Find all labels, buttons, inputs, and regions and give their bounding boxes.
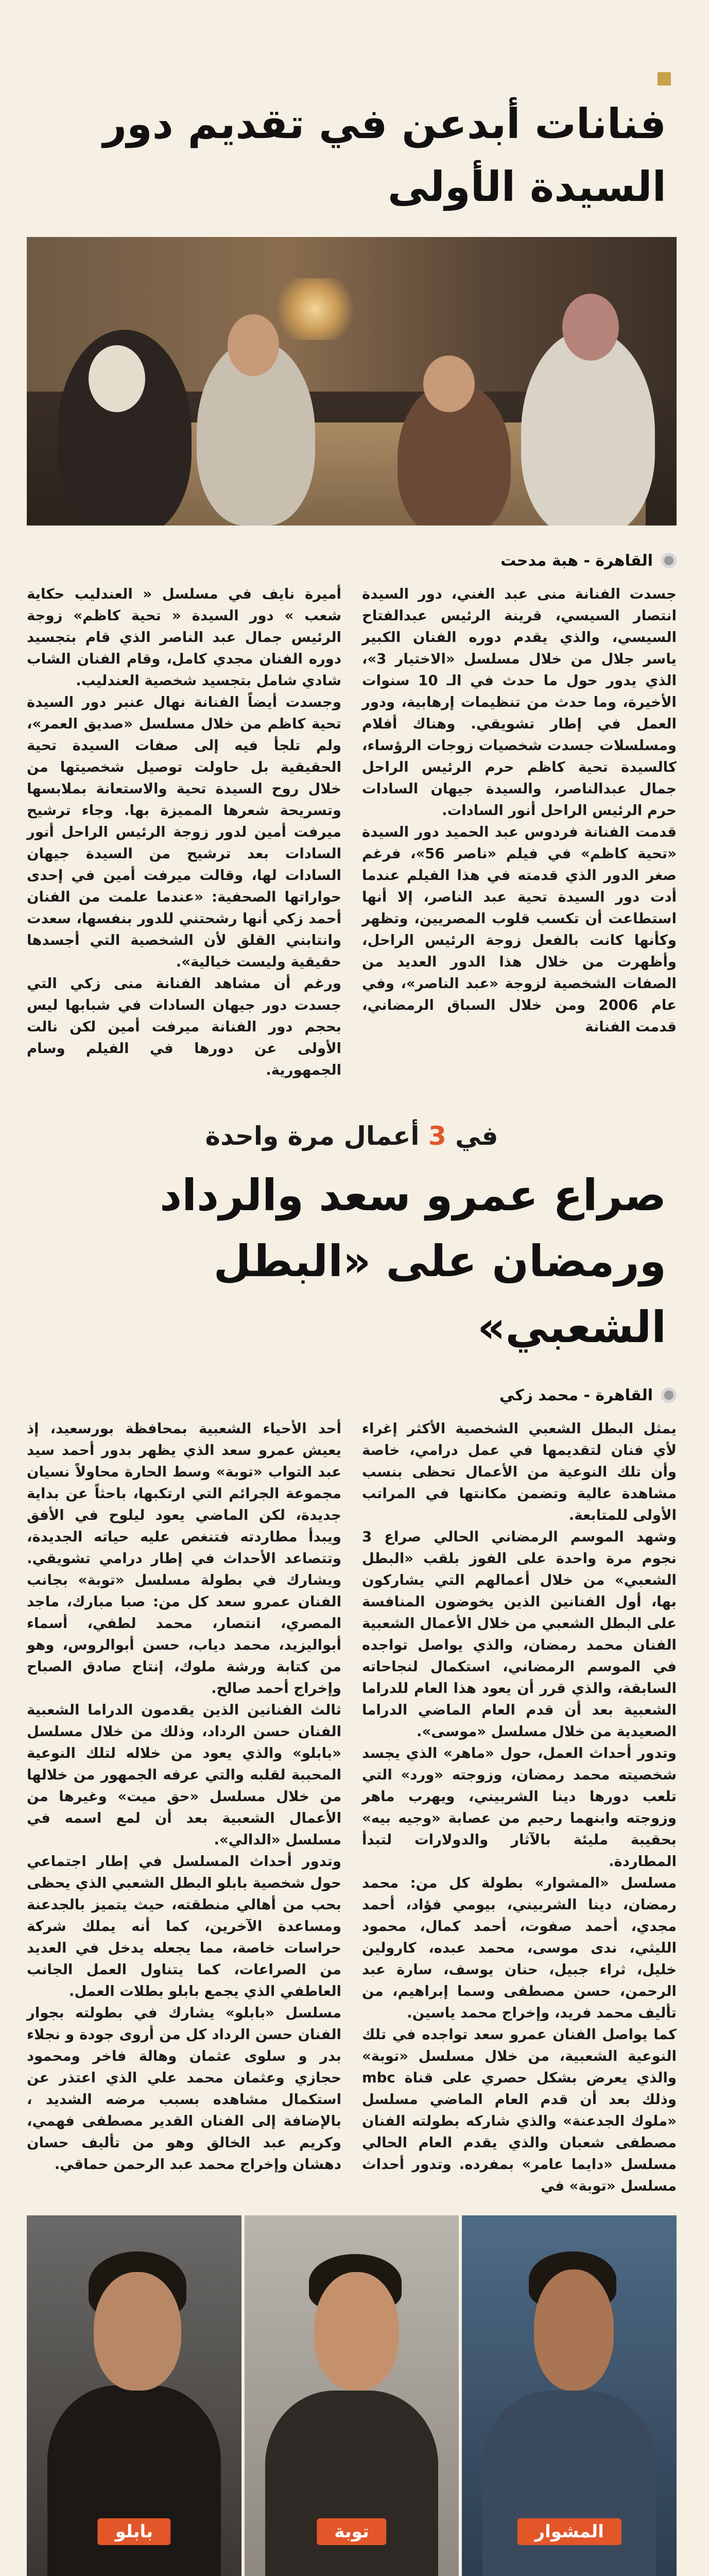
article1-photo [27, 237, 677, 526]
article1-column-right [362, 583, 677, 1081]
paragraph: مسلسل «بابلو» يشارك في بطولته بجوار الفنان حسن الرداد كل من أروى جودة و نجلاء بدر و سلوى عثمان وهالة فاخر ومحمود حجازي وعثمان محمد علي الذي اعتذر عن استكمال مشاهده بسبب مرضه الشديد ، بالإضافة إلى الفنان القدير مصطفى فهمي، وكريم عبد الخالق وهو من تأليف حسان دهشان وإخراج محمد عبد الرحمن حماقي. [27, 2005, 341, 2173]
article1-column-left [27, 583, 341, 1081]
paragraph: ثالث الفنانين الذين يقدمون الدراما الشعبية الفنان حسن الرداد، وذلك من خلال مسلسل «بابلو» والذي يعود من خلاله لتلك النوعية المحببة لقلبه والتي عرفه الجمهور من خلالها من خلال مسلسل «حق ميت» وغيرها من الأعمال الشعبية بعد أن لمع اسمه في مسلسل «الدالي». [27, 1702, 341, 1848]
paragraph: وشهد الموسم الرمضاني الحالي صراع 3 نجوم مرة واحدة على الفوز بلقب «البطل الشعبي» من خلال أعمالهم التي يشاركون بها، أول الفنانين الذين يخوضون المنافسة على البطل الشعبي من خلال الأعمال الشعبية الفنان محمد رمضان، والذي يواصل تواجده في الموسم الرمضاني، استكمال لنجاحاته السابقة، والذي قرر أن يعود هذا العام للدراما الشعبية بعد أن قدم العام الماضي الدراما الصعيدية من خلال مسلسل «موسى». [362, 1529, 677, 1740]
article2-column-left [27, 1418, 341, 2197]
byline-dot-icon [661, 1387, 677, 1403]
byline-text: القاهرة - محمد زكي [499, 1386, 653, 1404]
article2-byline [27, 1382, 677, 1409]
paragraph: يمثل البطل الشعبي الشخصية الأكثر إغراء لأي فنان لتقديمها في عمل درامي، خاصة وأن تلك النوعية من الأعمال تحظى بنسب مشاهدة عالية وتضمن مكانتها في المراتب الأولى للمتابعة. [362, 1420, 677, 1523]
article1-headline: فنانات أبدعن في تقديم دور السيدة الأولى [102, 100, 666, 211]
paragraph: وجسدت أيضاً الفنانة نهال عنبر دور السيدة تحية كاظم من خلال مسلسل «صديق العمر»، ولم تلجأ فيه إلى صفات السيدة تحية الحقيقية بل حاولت توصيل شخصيتها من خلال روح السيدة تحية والاستعانة بملابسها وتسريحة شعرها المميزة بها. وجاء ترشيح ميرفت أمين لدور زوجة الرئيس الراحل أنور السادات بعد ترشيح من السيدة جيهان السادات لها، وقالت ميرفت أمين في إحدى حواراتها الصحفية: «عندما علمت من الفنان أحمد زكي أنها رشحتني للدور بنفسها، سعدت وانتابني القلق لأن الشخصية التي أجسدها حقيقية وليست خيالية». [27, 694, 341, 970]
article2-photo-strip [27, 2215, 677, 2576]
kicker-number: 3 [428, 1121, 446, 1151]
kicker-prefix: في [455, 1121, 498, 1151]
photo-label-almeshwar: المشوار [517, 2518, 621, 2545]
article2-body [27, 1418, 677, 2197]
photo-panel-bablo [27, 2215, 241, 2576]
article2-column-right [362, 1418, 677, 2197]
byline-dot-icon [661, 553, 677, 568]
paragraph: كما يواصل الفنان عمرو سعد تواجده في تلك النوعية الشعبية، من خلال مسلسل «توبة» والذي يعرض بشكل حصري على قناة mbc وذلك بعد أن قدم العام الماضي مسلسل «ملوك الجدعنة» والذي شاركه بطولته الفنان مصطفى شعبان والذي يقدم العام الحالي مسلسل «دايما عامر» بمفرده. وتدور أحداث مسلسل «توبة» في [362, 2026, 677, 2194]
article1-body [27, 583, 677, 1081]
byline-text: القاهرة - هبة مدحت [500, 551, 653, 570]
paragraph: مسلسل «المشوار» بطولة كل من: محمد رمضان، دينا الشربيني، بيومي فؤاد، أحمد مجدي، أحمد صفوت، أحمد كمال، محمود الليثي، ندى موسى، محمد عبده، كارولين خليل، ثراء جبيل، حنان يوسف، سارة عبد الرحمن، حسن مصطفى وسما إبراهيم، من تأليف محمد فريد، وإخراج محمد ياسين. [362, 1875, 677, 2021]
paragraph: أحد الأحياء الشعبية بمحافظة بورسعيد، إذ يعيش عمرو سعد الذي يظهر بدور أحمد سيد عبد التواب «توبة» وسط الحارة محاولاً نسيان مجموعة الجرائم التي ارتكبها، باحثاً عن بداية جديدة، لكن الماضي يعود ليلوح في الأفق ويبدأ مطاردته فتنغص عليه حياته الجديدة، وتتصاعد الأحداث في إطار درامي تشويقي. ويشارك في بطولة مسلسل «توبة» بجانب الفنان عمرو سعد كل من: صبا مبارك، ماجد المصري، انتصار، محمد لطفي، أسماء أبواليزيد، محمد دياب، حسن أبوالروس، وهو من كتابة ورشة ملوك، إنتاج صادق الصباح وإخراج أحمد صالح. [27, 1420, 341, 1697]
article2-kicker [27, 1121, 677, 1151]
photo-panel-tawba [245, 2215, 459, 2576]
paragraph: قدمت الفنانة فردوس عبد الحميد دور السيدة «تحية كاظم» في فيلم «ناصر 56»، فرغم صغر الدور الذي قدمته في هذا الفيلم عندما أدت دور السيدة تحية عبد الناصر، إلا أنها استطاعت أن تكسب قلوب المصريين، وتظهر وكأنها كانت بالفعل زوجة الرئيس الراحل، وأظهرت من خلال هذا الدور العديد من الصفات الشخصية لزوجة «عبد الناصر»، وفي عام 2006 ومن خلال السباق الرمضاني، قدمت الفنانة [362, 824, 677, 1035]
paragraph: وتدور أحداث المسلسل في إطار اجتماعي حول شخصية بابلو البطل الشعبي الذي يحظى بحب من أهالي منطقته، حيث يتميز بالجدعنة ومساعدة الآخرين، كما أنه يملك شركة حراسات خاصة، مما يجعله يدخل في العديد من الصراعات، كما يتناول العمل الجانب العاطفي الذي يجمع بابلو بطلات العمل. [27, 1853, 341, 1999]
paragraph: أميرة نايف في مسلسل « العندليب حكاية شعب » دور السيدة « تحية كاظم» زوجة الرئيس جمال عبد الناصر الذي قام بتجسيد دوره الفنان مجدي كامل، وقام الفنان الشاب شادي شامل بتجسيد شخصية العندليب. [27, 586, 341, 689]
article2-headline: صراع عمرو سعد والرداد ورمضان على «البطل الشعبي» [160, 1170, 666, 1352]
newspaper-page [27, 67, 677, 2576]
photo-panel-almeshwar [462, 2215, 677, 2576]
paragraph: جسدت الفنانة منى عبد الغني، دور السيدة انتصار السيسي، قرينة الرئيس عبدالفتاح السيسي، والذي يقدم دوره الفنان الكبير ياسر جلال من خلال مسلسل «الاختيار 3»، الذي يدور حول ما حدث في الـ 10 سنوات الأخيرة، وما حدث من تنظيمات إرهابية، ودور العمل في إطار تشويقي. وهناك أفلام ومسلسلات جسدت شخصيات زوجات الرؤساء، كالسيدة تحية كاظم حرم الرئيس الراحل جمال عبدالناصر، والسيدة جيهان السادات حرم الرئيس الراحل أنور السادات. [362, 586, 677, 819]
article1-byline [27, 547, 677, 574]
paragraph: ورغم أن مشاهد الفنانة منى زكي التي جسدت دور جيهان السادات في شبابها ليس بحجم دور الفنانة ميرفت أمين لكن نالت الأولى عن دورها في الفيلم وسام الجمهورية. [27, 975, 341, 1078]
paragraph: وتدور أحداث العمل، حول «ماهر» الذي يجسد شخصيته محمد رمضان، وزوجته «ورد» التي تلعب دورها دينا الشربيني، ويهرب ماهر وزوجته وابنهما رحيم من عصابة «وجيه بيه» بحقيبة مليئة بالآثار والدولارات لتبدأ المطاردة. [362, 1745, 677, 1870]
photo-label-bablo: بابلو [98, 2518, 171, 2545]
photo-label-tawba: توبة [317, 2518, 386, 2545]
kicker-suffix: أعمال مرة واحدة [205, 1121, 420, 1151]
